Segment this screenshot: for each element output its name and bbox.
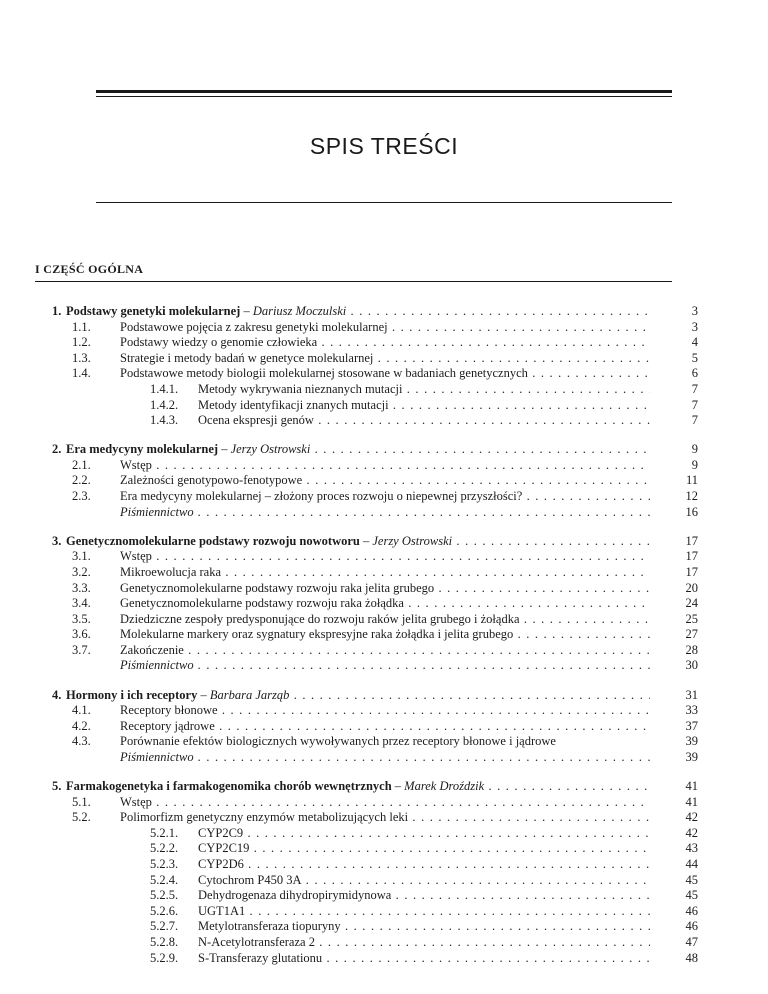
entry-page: 37 [685,718,698,733]
entry-title: S-Transferazy glutationu . . . [198,951,650,967]
entry-number: 1.3. [72,350,91,365]
chapter-author: Marek Droździk [404,779,485,794]
entry-page: 33 [685,703,698,718]
entry-page: 39 [685,749,698,764]
chapter-page: 9 [691,442,698,457]
chapter-number: 3. [52,533,62,548]
toc-chapter-row [0,534,768,550]
entry-page: 17 [685,564,698,579]
entry-number: 3.4. [72,596,91,611]
toc-entry-row [0,549,768,565]
toc-entry-row [0,320,768,336]
toc-section [0,304,768,429]
entry-number: 1.4.2. [150,397,179,412]
toc-chapter-row [0,304,768,320]
entry-page: 45 [685,872,698,887]
entry-title: Genetycznomolekularne podstawy rozwoju raka jelita grubego . . . [120,581,650,597]
entry-title: Zależności genotypowo-fenotypowe . . . [120,473,650,489]
entry-title: Porównanie efektów biologicznych wywoływanych przez receptory błonowe i jądrowe [120,734,556,749]
chapter-title-text: Hormony i ich receptory [66,687,198,702]
entry-page: 20 [685,580,698,595]
chapter-number: 1. [52,304,62,318]
entry-title: Strategie i metody badań w genetyce molekularnej . . . [120,351,650,367]
toc-chapter-row [0,442,768,458]
entry-title: N-Acetylotransferaza 2 . . . [198,935,650,951]
chapter-title-text: Era medycyny molekularnej [66,442,219,457]
part-rule [35,281,672,282]
toc-entry-row [0,565,768,581]
entry-page: 47 [685,934,698,949]
entry-page: 44 [685,857,698,871]
entry-title: Mikroewolucja raka . . . [120,565,650,581]
chapter-number: 5. [52,779,62,794]
toc-section [0,442,768,520]
entry-page: 3 [691,319,698,334]
toc-entry-row [0,473,768,489]
entry-page: 12 [685,489,698,504]
entry-title: Metody wykrywania nieznanych mutacji . . . [198,382,650,398]
chapter-page: 3 [691,304,698,318]
entry-number: 1.4.1. [150,381,179,396]
toc-entry-row [0,810,768,826]
toc-chapter-row [0,779,768,795]
entry-title: Metody identyfikacji znanych mutacji . . . [198,398,650,414]
entry-page: 5 [691,350,698,365]
references-title: Piśmiennictwo . . . [120,750,650,766]
toc-entry-row [0,888,768,904]
chapter-page: 31 [685,687,698,702]
toc-entry-row [0,873,768,889]
toc-entry-row [0,841,768,857]
entry-page: 46 [685,919,698,934]
references-title: Piśmiennictwo . . . [120,505,650,521]
entry-number: 5.2.6. [150,903,179,918]
toc-entry-row [0,935,768,951]
entry-page: 4 [691,335,698,350]
entry-page: 16 [685,504,698,519]
entry-title: Dehydrogenaza dihydropirymidynowa . . . [198,888,650,904]
entry-title: Wstęp . . . [120,549,650,565]
entry-number: 5.2.3. [150,857,179,871]
toc-entry-row [0,382,768,398]
entry-title: Zakończenie . . . [120,643,650,659]
toc-entry-row [0,857,768,873]
entry-title: Podstawowe pojęcia z zakresu genetyki molekularnej . . . [120,320,650,336]
part-heading: I CZĘŚĆ OGÓLNA [35,262,144,276]
entry-number: 3.7. [72,642,91,657]
entry-number: 2.2. [72,473,91,488]
toc-section [0,779,768,966]
entry-title: Receptory jądrowe . . . [120,719,650,735]
toc-references-row [0,505,768,521]
entry-number: 5.2.9. [150,950,179,965]
table-of-contents [0,304,768,980]
entry-title: Podstawy wiedzy o genomie człowieka . . . [120,335,650,351]
entry-title: Wstęp . . . [120,795,650,811]
entry-number: 5.1. [72,794,91,809]
entry-number: 5.2.7. [150,919,179,934]
entry-page: 41 [685,794,698,809]
toc-entry-row [0,734,768,750]
entry-page: 27 [685,627,698,642]
entry-number: 1.4. [72,366,91,381]
toc-entry-row [0,904,768,920]
toc-entry-row [0,335,768,351]
toc-entry-row [0,366,768,382]
entry-title: Ocena ekspresji genów . . . [198,413,650,429]
chapter-title [66,442,650,458]
chapter-dash: – [391,779,405,794]
chapter-author: Barbara Jarząb [209,687,290,702]
entry-page: 7 [691,381,698,396]
entry-page: 25 [685,611,698,626]
entry-page: 6 [691,366,698,381]
chapter-author: Dariusz Moczulski [252,304,347,318]
page-title: SPIS TREŚCI [309,133,459,159]
toc-entry-row [0,719,768,735]
entry-number: 1.1. [72,319,91,334]
entry-number: 3.5. [72,611,91,626]
entry-number: 2.1. [72,457,91,472]
chapter-dash: – [197,687,210,702]
toc-entry-row [0,398,768,414]
entry-page: 7 [691,397,698,412]
top-rule-thick [96,90,672,93]
toc-entry-row [0,919,768,935]
toc-entry-row [0,351,768,367]
chapter-title [66,304,650,320]
entry-title: Molekularne markery oraz sygnatury ekspresyjne raka żołądka i jelita grubego . . . [120,627,650,643]
entry-number: 5.2.1. [150,825,179,840]
entry-title: UGT1A1 . . . [198,904,650,920]
chapter-page: 17 [685,533,698,548]
entry-page: 43 [685,841,698,856]
chapter-author: Jerzy Ostrowski [230,442,311,457]
chapter-page: 41 [685,779,698,794]
toc-entry-row [0,627,768,643]
entry-page: 9 [691,457,698,472]
entry-number: 3.3. [72,580,91,595]
toc-references-row [0,750,768,766]
chapter-title [66,779,650,795]
chapter-title [66,688,650,704]
chapter-title [66,534,650,550]
entry-number: 2.3. [72,489,91,504]
entry-page: 39 [685,734,698,749]
entry-title: Metylotransferaza tiopuryny . . . [198,919,650,935]
toc-references-row [0,658,768,674]
chapter-dash: – [359,533,373,548]
entry-number: 3.2. [72,564,91,579]
toc-entry-row [0,596,768,612]
entry-page: 28 [685,642,698,657]
chapter-dash: – [218,442,231,457]
entry-number: 5.2.4. [150,872,179,887]
entry-page: 42 [685,825,698,840]
title-rule [96,202,672,203]
chapter-dash: – [240,304,253,318]
toc-section [0,534,768,674]
entry-title: Wstęp . . . [120,458,650,474]
top-rule-thin [96,96,672,97]
toc-section [0,688,768,766]
entry-number: 5.2.5. [150,888,179,903]
entry-page: 11 [685,473,698,488]
chapter-number: 4. [52,687,62,702]
entry-page: 17 [685,549,698,564]
entry-number: 4.2. [72,718,91,733]
chapter-title-text: Farmakogenetyka i farmakogenomika chorób wewnętrznych [66,779,392,794]
entry-title: CYP2C9 . . . [198,826,650,842]
entry-number: 3.6. [72,627,91,642]
toc-entry-row [0,489,768,505]
chapter-author: Jerzy Ostrowski [372,533,453,548]
entry-title: CYP2C19 . . . [198,841,650,857]
entry-number: 4.1. [72,703,91,718]
chapter-title-text: Podstawy genetyki molekularnej [66,304,241,318]
entry-page: 46 [685,903,698,918]
entry-title: Polimorfizm genetyczny enzymów metabolizujących leki . . . [120,810,650,826]
entry-number: 5.2. [72,810,91,825]
entry-page: 24 [685,596,698,611]
entry-number: 5.2.8. [150,934,179,949]
entry-title: Cytochrom P450 3A . . . [198,873,650,889]
toc-entry-row [0,612,768,628]
toc-entry-row [0,795,768,811]
entry-title: Genetycznomolekularne podstawy rozwoju raka żołądka . . . [120,596,650,612]
entry-page: 48 [685,950,698,965]
entry-title: CYP2D6 . . . [198,857,650,873]
entry-number: 5.2.2. [150,841,179,856]
toc-entry-row [0,581,768,597]
entry-page: 45 [685,888,698,903]
entry-page: 7 [691,413,698,428]
toc-entry-row [0,826,768,842]
entry-title: Dziedziczne zespoły predysponujące do rozwoju raków jelita grubego i żołądka . . . [120,612,650,628]
toc-entry-row [0,951,768,967]
toc-entry-row [0,458,768,474]
chapter-number: 2. [52,442,62,457]
toc-entry-row [0,703,768,719]
entry-page: 42 [685,810,698,825]
entry-title: Receptory błonowe . . . [120,703,650,719]
chapter-title-text: Genetycznomolekularne podstawy rozwoju nowotworu [66,533,360,548]
entry-number: 1.2. [72,335,91,350]
entry-number: 3.1. [72,549,91,564]
entry-title: Podstawowe metody biologii molekularnej stosowane w badaniach genetycznych . . . [120,366,650,382]
toc-chapter-row [0,688,768,704]
entry-number: 4.3. [72,734,91,749]
entry-number: 1.4.3. [150,413,179,428]
toc-entry-row [0,643,768,659]
references-title: Piśmiennictwo . . . [120,658,650,674]
entry-title: Era medycyny molekularnej – złożony proces rozwoju o niepewnej przyszłości? . . . [120,489,650,505]
toc-entry-row [0,413,768,429]
entry-page: 30 [685,658,698,673]
